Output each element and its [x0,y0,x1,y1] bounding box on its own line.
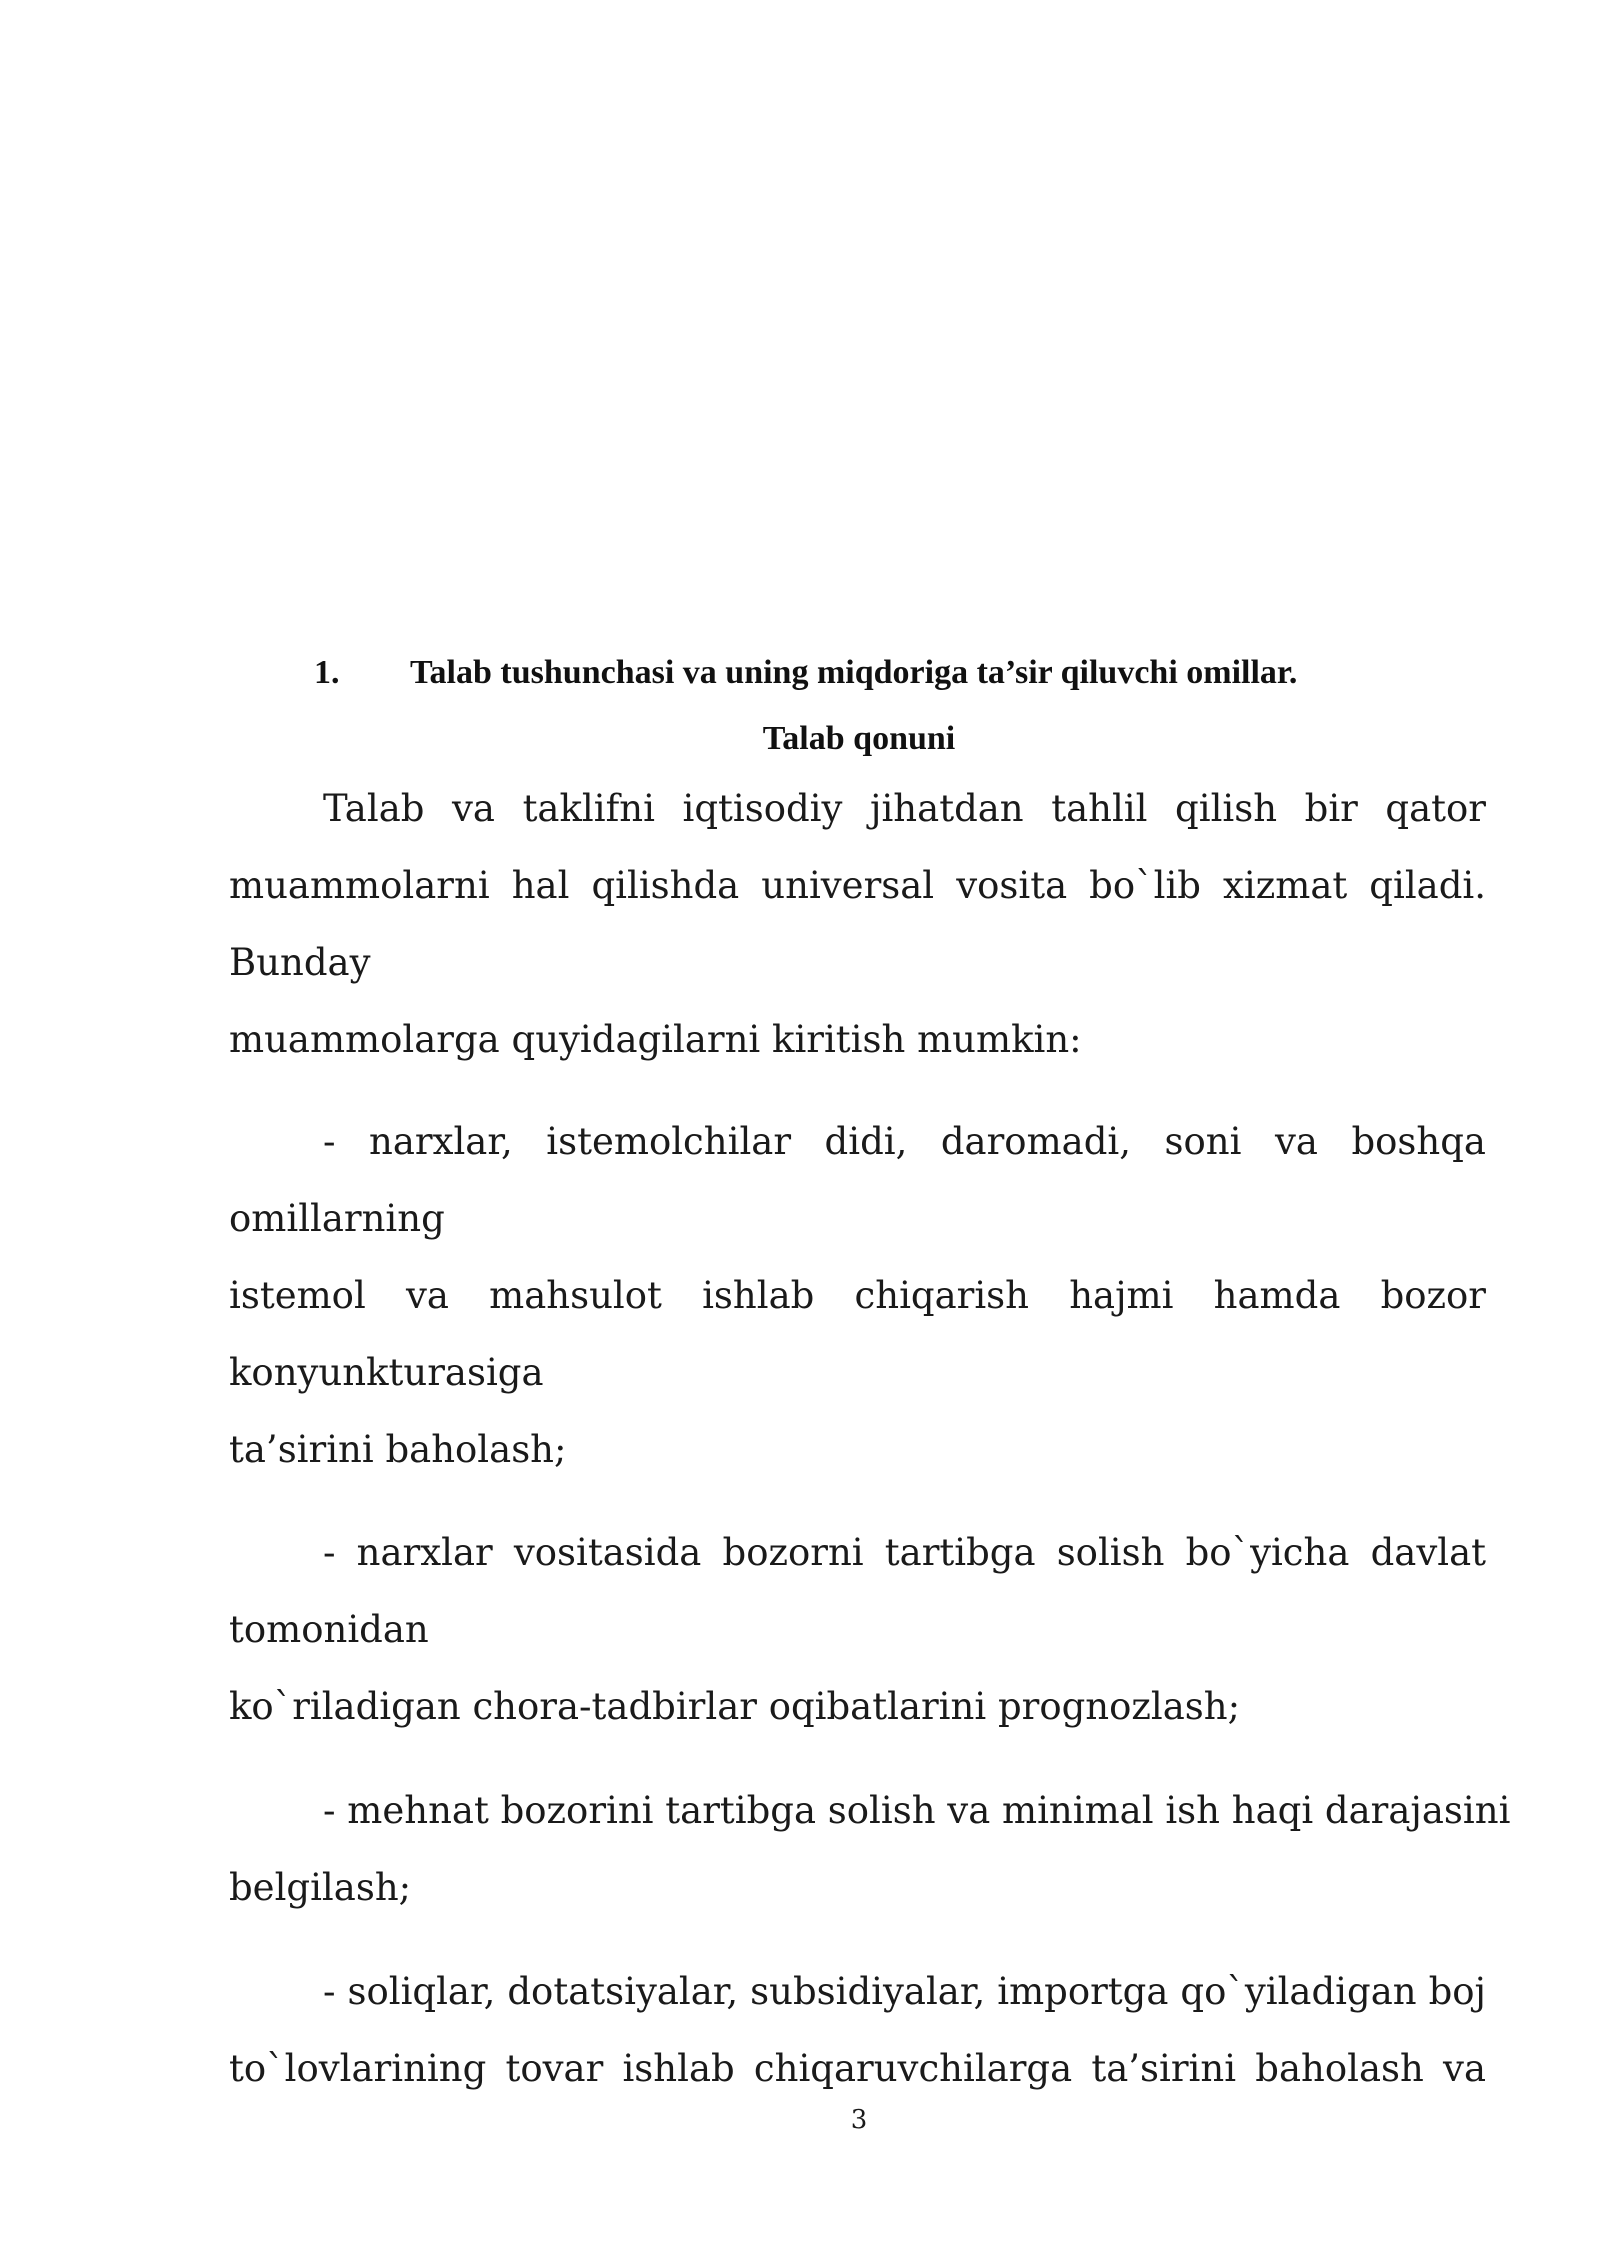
paragraph-line: Talab va taklifni iqtisodiy jihatdan tahlil qilish bir qator [323,787,1486,830]
list-item-line: - mehnat bozorini tartibga solish va minimal ish haqi darajasini [323,1789,1511,1832]
section-subtitle: Talab qonuni [762,720,956,757]
list-item-line: belgilash; [229,1866,412,1909]
paragraph-line: muammolarni hal qilishda universal vosita bo`lib xizmat qiladi. [229,864,1486,907]
page-number: 3 [850,2105,868,2135]
section-number: 1. [314,654,340,691]
list-item-line: istemol va mahsulot ishlab chiqarish hajmi hamda bozor [229,1274,1486,1317]
list-item-line: - narxlar, istemolchilar didi, daromadi, soni va boshqa [323,1120,1486,1163]
list-item-line: tomonidan [229,1608,429,1651]
list-item-line: ko`riladigan chora-tadbirlar oqibatlarini prognozlash; [229,1685,1241,1728]
list-item-line: omillarning [229,1197,445,1240]
list-item-line: - narxlar vositasida bozorni tartibga solish bo`yicha davlat [323,1531,1486,1574]
paragraph-line: Bunday [229,941,371,984]
paragraph-line: muammolarga quyidagilarni kiritish mumkin: [229,1018,1082,1061]
list-item-line: konyunkturasiga [229,1351,544,1394]
list-item-line: to`lovlarining tovar ishlab chiqaruvchilarga ta’sirini baholash va [229,2047,1486,2090]
section-title: Talab tushunchasi va uning miqdoriga ta’sir qiluvchi omillar. [410,654,1298,691]
list-item-line: - soliqlar, dotatsiyalar, subsidiyalar, importga qo`yiladigan boj [323,1970,1486,2013]
list-item-line: ta’sirini baholash; [229,1428,567,1471]
